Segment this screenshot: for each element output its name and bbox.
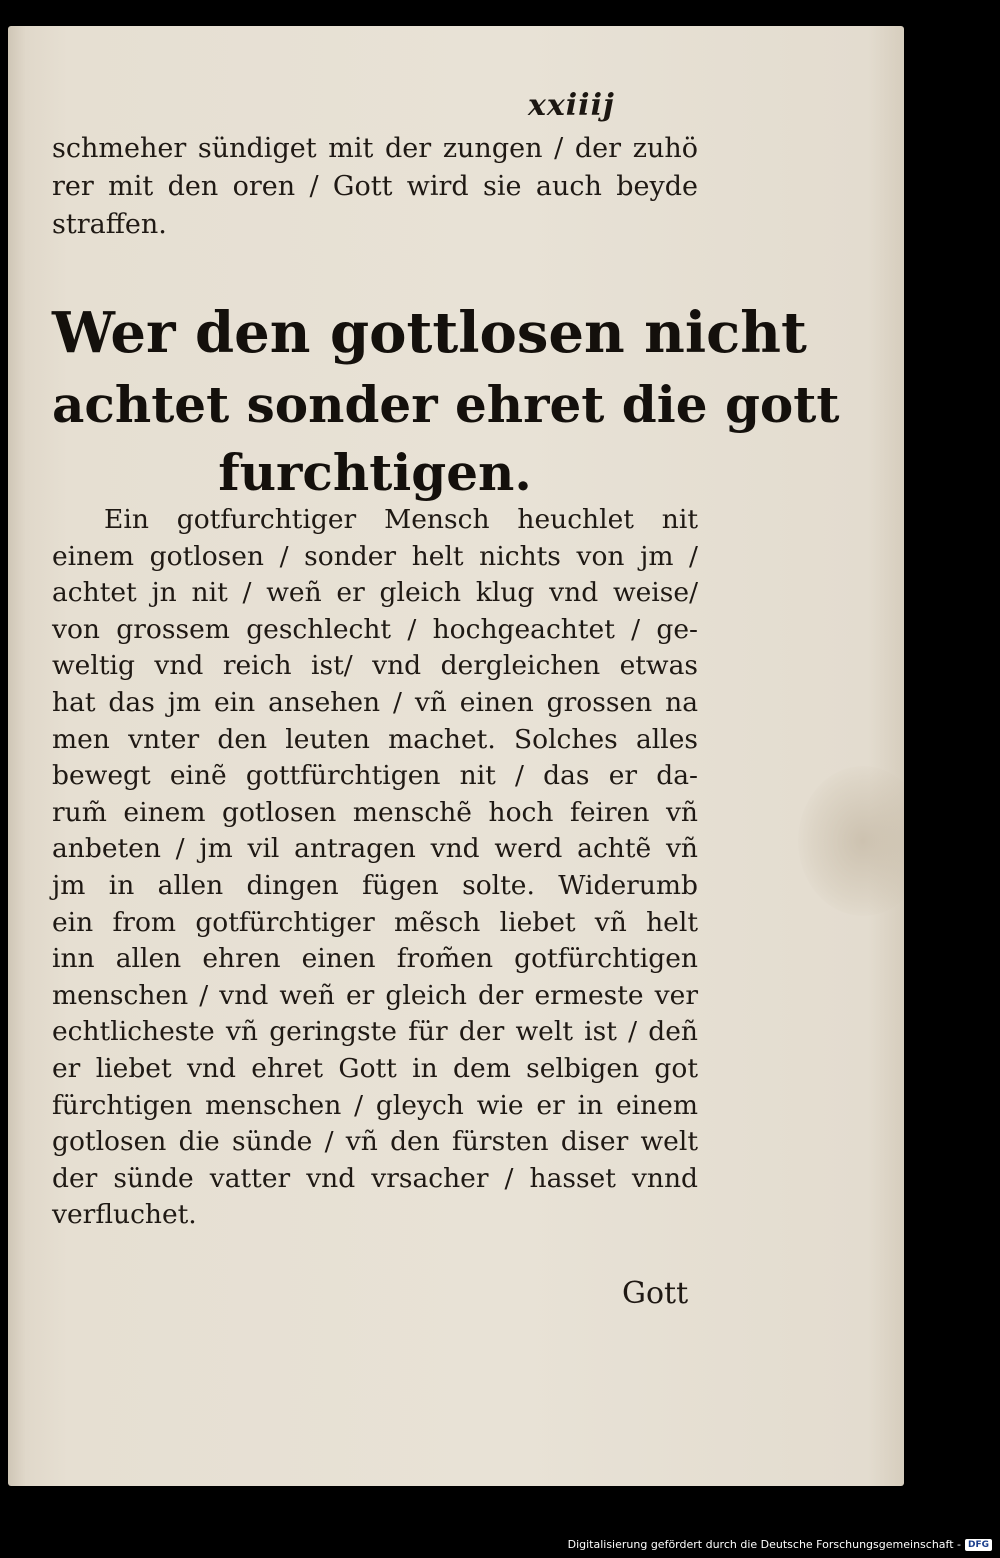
body-line: hat das jm ein ansehen / vñ einen grossen na (52, 686, 698, 718)
digitization-credit (568, 1538, 992, 1551)
body-line: er liebet vnd ehret Gott in dem selbigen got (52, 1052, 698, 1084)
body-paragraph (52, 502, 698, 1234)
body-line: einem gotlosen / sonder helt nichts von jm / (52, 540, 698, 572)
body-line: bewegt einẽ gottfürchtigen nit / das er da- (52, 760, 698, 792)
body-line: gotlosen die sünde / vñ den fürsten diser welt (52, 1126, 698, 1158)
intro-line-3: straffen. (52, 209, 167, 240)
body-line: der sünde vatter vnd vrsacher / hasset vnnd (52, 1162, 698, 1194)
folio-number: xxiiij (528, 88, 615, 123)
body-line: ein from gotfürchtiger mẽsch liebet vñ helt (52, 906, 698, 938)
dfg-logo: DFG (965, 1539, 992, 1551)
credit-text: Digitalisierung gefördert durch die Deutsche Forschungsgemeinschaft - (567, 1538, 961, 1551)
body-line: Ein gotfurchtiger Mensch heuchlet nit (104, 504, 698, 535)
body-line: achtet jn nit / weñ er gleich klug vnd weise/ (52, 577, 698, 609)
body-line: anbeten / jm vil antragen vnd werd achtẽ vñ (52, 833, 698, 865)
book-page (8, 26, 904, 1486)
body-line: weltig vnd reich ist/ vnd dergleichen etwas (52, 650, 698, 682)
body-line: rum̃ einem gotlosen menschẽ hoch feiren vñ (52, 796, 698, 828)
heading-line-3: furchtigen. (218, 443, 532, 502)
body-line: men vnter den leuten machet. Solches alles (52, 723, 698, 755)
intro-line-1: schmeher sündiget mit der zungen / der zuhö (52, 133, 698, 164)
heading-line-1: Wer den gottlosen nicht (52, 300, 807, 366)
body-line: inn allen ehren einen from̃en gotfürchtigen (52, 943, 698, 975)
section-heading (52, 296, 840, 506)
heading-line-2: achtet sonder ehret die gott (52, 375, 840, 434)
body-line: echtlicheste vñ geringste für der welt ist / deñ (52, 1016, 698, 1048)
body-line: jm in allen dingen fügen solte. Widerumb (52, 869, 698, 901)
intro-line-2: rer mit den oren / Gott wird sie auch beyde (52, 171, 698, 202)
body-line: fürchtigen menschen / gleych wie er in einem (52, 1089, 698, 1121)
body-line: menschen / vnd weñ er gleich der ermeste ver (52, 979, 698, 1011)
paper-stain (798, 766, 904, 916)
catchword: Gott (622, 1276, 689, 1311)
intro-paragraph (52, 130, 698, 244)
body-line: verfluchet. (52, 1199, 197, 1231)
body-line: von grossem geschlecht / hochgeachtet / ge- (52, 613, 698, 645)
